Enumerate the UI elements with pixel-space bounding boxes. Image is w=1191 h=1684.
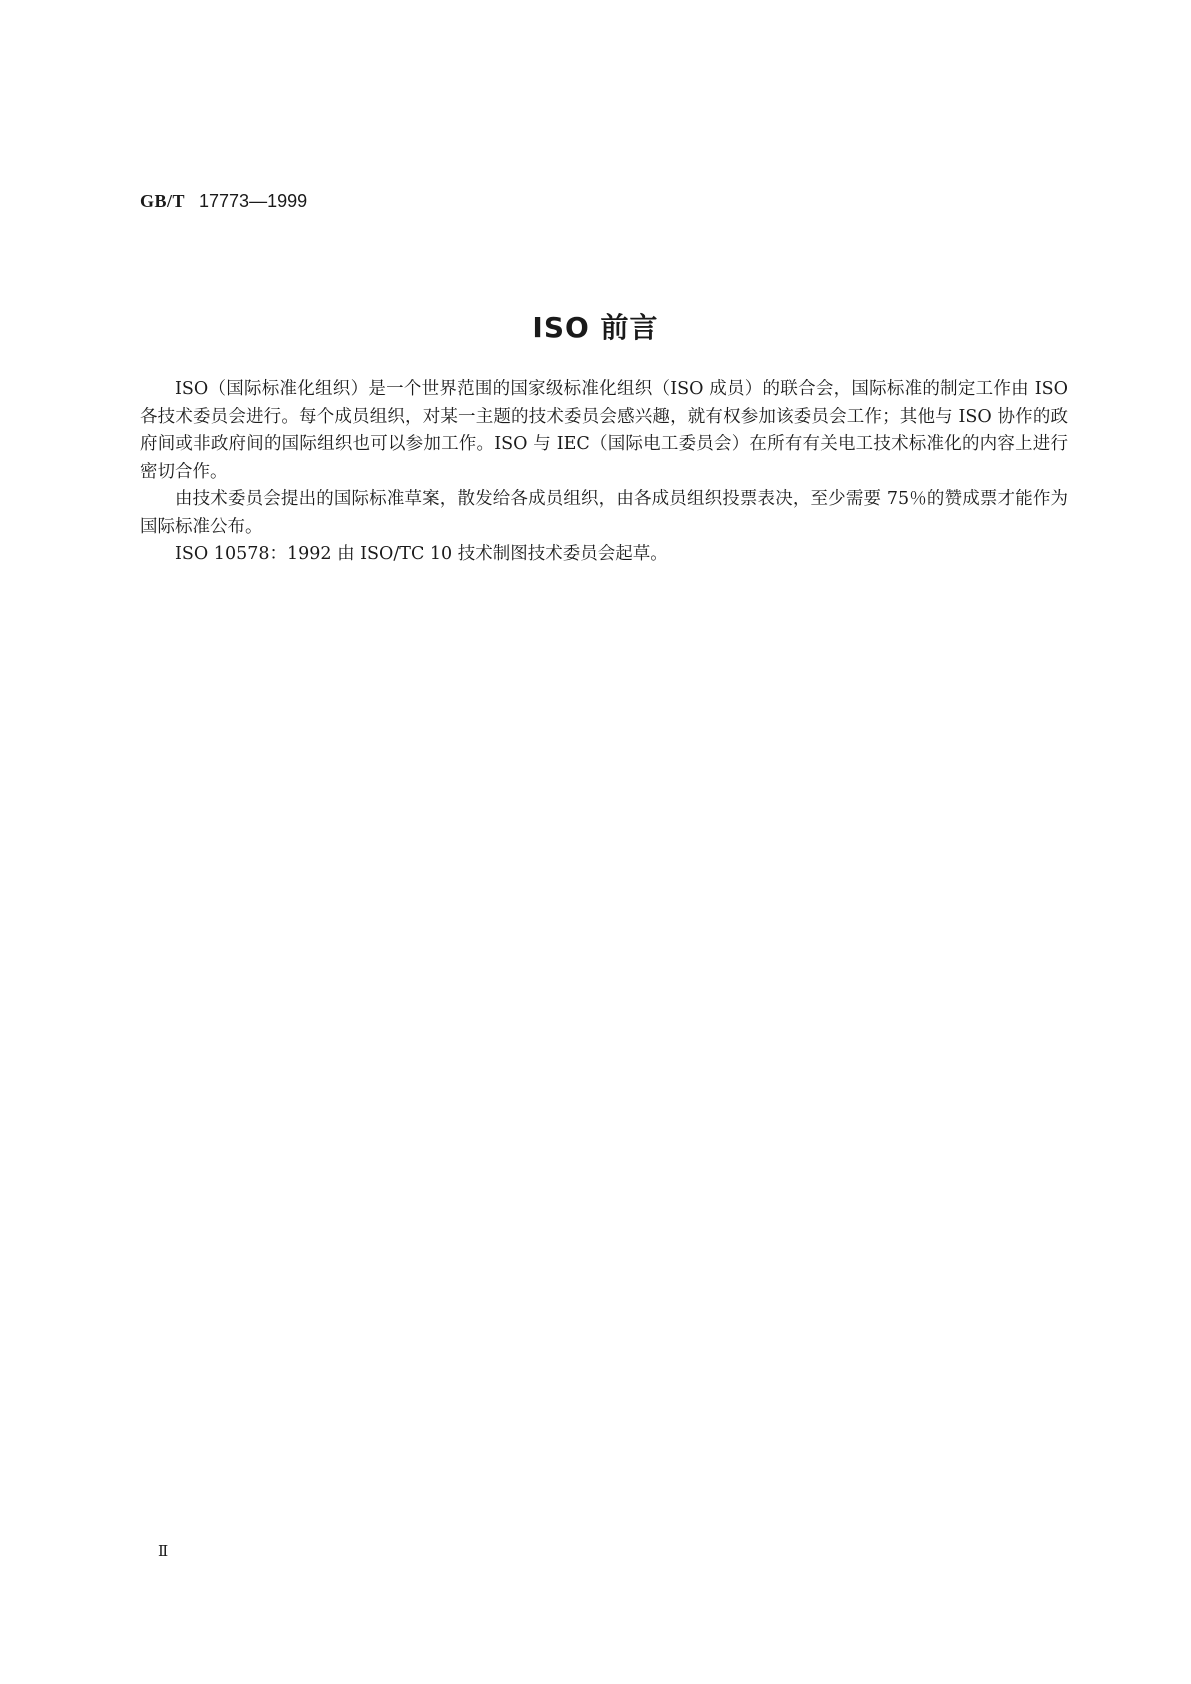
paragraph: ISO 10578：1992 由 ISO/TC 10 技术制图技术委员会起草。: [175, 544, 668, 564]
document-header: [140, 189, 307, 214]
paragraph: ISO（国际标准化组织）是一个世界范围的国家级标准化组织（ISO 成员）的联合会，国际标准的制定工作由 ISO 各技术委员会进行。每个成员组织，对某一主题的技术委员会感兴趣，就有权参加该委员会工作；其他与 ISO 协作的政府间或非政府间的国际组织也可以参加工作。ISO 与 IEC（国际电工委员会）在所有有关电工技术标准化的内容上进行密切合作。: [140, 379, 1068, 482]
section-title: ISO 前言: [532, 311, 659, 344]
paragraph: 由技术委员会提出的国际标准草案，散发给各成员组织，由各成员组织投票表决，至少需要 75％的赞成票才能作为国际标准公布。: [140, 489, 1068, 537]
foreword-body: [140, 376, 1068, 569]
page-number: Ⅱ: [158, 1542, 169, 1560]
standard-prefix: GB/T: [140, 191, 186, 211]
standard-number: 17773—1999: [199, 191, 308, 211]
